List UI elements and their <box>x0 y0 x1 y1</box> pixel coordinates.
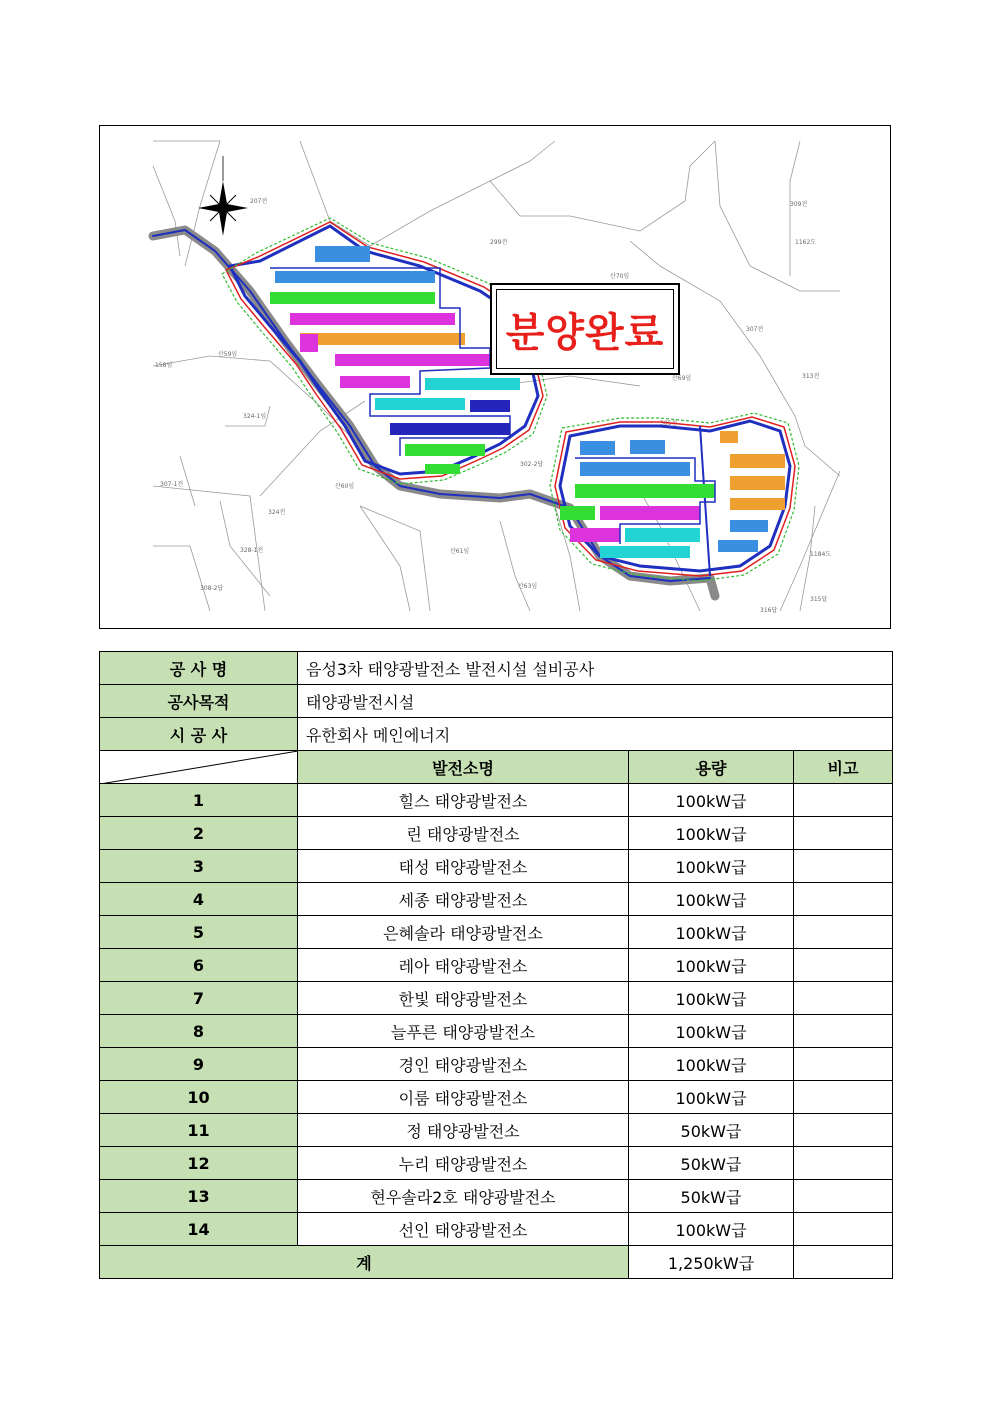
plant-name: 린 태양광발전소 <box>298 817 629 850</box>
row-number: 1 <box>100 784 298 817</box>
parcel-label: 1162도 <box>795 239 817 246</box>
plant-note <box>794 784 893 817</box>
plant-note <box>794 1180 893 1213</box>
table-row <box>100 982 893 1015</box>
plant-capacity: 100kW급 <box>629 850 794 883</box>
row-number: 4 <box>100 883 298 916</box>
row-number: 8 <box>100 1015 298 1048</box>
plant-name: 늘푸른 태양광발전소 <box>298 1015 629 1048</box>
header-capacity: 용량 <box>629 751 794 784</box>
sold-out-label: 분양완료 <box>505 309 665 356</box>
parcel-label: 산60임 <box>335 483 355 490</box>
parcel-label: 산59임 <box>218 351 238 358</box>
plant-capacity: 100kW급 <box>629 1015 794 1048</box>
plant-capacity: 100kW급 <box>629 817 794 850</box>
plant-capacity: 50kW급 <box>629 1147 794 1180</box>
total-label: 계 <box>100 1246 629 1279</box>
row-number: 12 <box>100 1147 298 1180</box>
parcel-label: 1184도 <box>810 551 832 558</box>
plant-note <box>794 916 893 949</box>
plant-note <box>794 1015 893 1048</box>
plant-name: 힐스 태양광발전소 <box>298 784 629 817</box>
plant-note <box>794 1147 893 1180</box>
plant-capacity: 50kW급 <box>629 1180 794 1213</box>
total-row <box>100 1246 893 1279</box>
row-number: 10 <box>100 1081 298 1114</box>
parcel-label: 308-2답 <box>200 585 224 592</box>
row-number: 14 <box>100 1213 298 1246</box>
plant-note <box>794 817 893 850</box>
parcel-label: 산63임 <box>518 583 538 590</box>
row-number: 5 <box>100 916 298 949</box>
parcel-label: 산70임 <box>610 273 630 280</box>
table-row <box>100 949 893 982</box>
diagonal-header-cell <box>100 751 298 784</box>
plant-note <box>794 1213 893 1246</box>
plant-note <box>794 949 893 982</box>
plant-name: 레아 태양광발전소 <box>298 949 629 982</box>
plant-note <box>794 1081 893 1114</box>
plant-note <box>794 850 893 883</box>
parcel-label: 207전 <box>250 198 268 205</box>
project-info-table <box>99 651 893 1279</box>
plant-name: 현우솔라2호 태양광발전소 <box>298 1180 629 1213</box>
parcel-label: 315답 <box>810 596 828 603</box>
row-number: 13 <box>100 1180 298 1213</box>
parcel-label: 309전 <box>790 201 808 208</box>
info-row-contractor <box>100 718 893 751</box>
parcel-label: 307-1전 <box>160 481 184 488</box>
table-row <box>100 916 893 949</box>
sold-out-notice <box>490 283 680 375</box>
parcel-label: 324전 <box>268 509 286 516</box>
total-note <box>794 1246 893 1279</box>
plant-capacity: 50kW급 <box>629 1114 794 1147</box>
plant-capacity: 100kW급 <box>629 949 794 982</box>
plant-capacity: 100kW급 <box>629 883 794 916</box>
parcel-label: 산69임 <box>672 375 692 382</box>
table-row <box>100 1114 893 1147</box>
row-number: 9 <box>100 1048 298 1081</box>
row-number: 2 <box>100 817 298 850</box>
site-map <box>99 125 891 629</box>
table-row <box>100 1081 893 1114</box>
plant-capacity: 100kW급 <box>629 1048 794 1081</box>
table-row <box>100 850 893 883</box>
plant-name: 은혜솔라 태양광발전소 <box>298 916 629 949</box>
plant-name: 이룸 태양광발전소 <box>298 1081 629 1114</box>
purpose-value: 태양광발전시설 <box>298 685 893 718</box>
plant-name: 정 태양광발전소 <box>298 1114 629 1147</box>
plant-note <box>794 1048 893 1081</box>
row-number: 6 <box>100 949 298 982</box>
plant-name: 선인 태양광발전소 <box>298 1213 629 1246</box>
table-row <box>100 883 893 916</box>
plant-name: 태성 태양광발전소 <box>298 850 629 883</box>
parcel-label: 328-1전 <box>240 547 264 554</box>
plant-capacity: 100kW급 <box>629 916 794 949</box>
row-number: 7 <box>100 982 298 1015</box>
parcel-label: 305전 <box>660 420 678 427</box>
plant-name: 경인 태양광발전소 <box>298 1048 629 1081</box>
purpose-label: 공사목적 <box>100 685 298 718</box>
parcel-label: 산61임 <box>450 548 470 555</box>
diagonal-line <box>100 751 298 784</box>
plant-name: 한빛 태양광발전소 <box>298 982 629 1015</box>
info-row-purpose <box>100 685 893 718</box>
plant-name: 세종 태양광발전소 <box>298 883 629 916</box>
header-note: 비고 <box>794 751 893 784</box>
row-number: 11 <box>100 1114 298 1147</box>
total-capacity: 1,250kW급 <box>629 1246 794 1279</box>
plant-capacity: 100kW급 <box>629 1213 794 1246</box>
contractor-value: 유한회사 메인에너지 <box>298 718 893 751</box>
table-row <box>100 817 893 850</box>
plant-rows <box>100 784 893 1246</box>
parcel-label: 313전 <box>802 373 820 380</box>
table-row <box>100 1213 893 1246</box>
site-plan-drawing <box>100 126 892 630</box>
project-name-value: 음성3차 태양광발전소 발전시설 설비공사 <box>298 652 893 685</box>
plant-name: 누리 태양광발전소 <box>298 1147 629 1180</box>
plant-note <box>794 982 893 1015</box>
parcel-label: 324-1임 <box>243 413 267 420</box>
parcel-label: 299전 <box>490 239 508 246</box>
header-plant-name: 발전소명 <box>298 751 629 784</box>
parcel-label: 316답 <box>760 607 778 614</box>
plant-note <box>794 1114 893 1147</box>
parcel-label: 302-2답 <box>520 461 544 468</box>
parcel-label: 158임 <box>155 362 173 369</box>
info-row-project-name <box>100 652 893 685</box>
table-row <box>100 1180 893 1213</box>
parcel-label: 307전 <box>746 326 764 333</box>
table-row <box>100 1048 893 1081</box>
plant-capacity: 100kW급 <box>629 784 794 817</box>
project-name-label: 공 사 명 <box>100 652 298 685</box>
table-row <box>100 1147 893 1180</box>
table-header-row <box>100 751 893 784</box>
plant-capacity: 100kW급 <box>629 982 794 1015</box>
contractor-label: 시 공 사 <box>100 718 298 751</box>
plant-capacity: 100kW급 <box>629 1081 794 1114</box>
row-number: 3 <box>100 850 298 883</box>
table-row <box>100 1015 893 1048</box>
table-row <box>100 784 893 817</box>
plant-note <box>794 883 893 916</box>
